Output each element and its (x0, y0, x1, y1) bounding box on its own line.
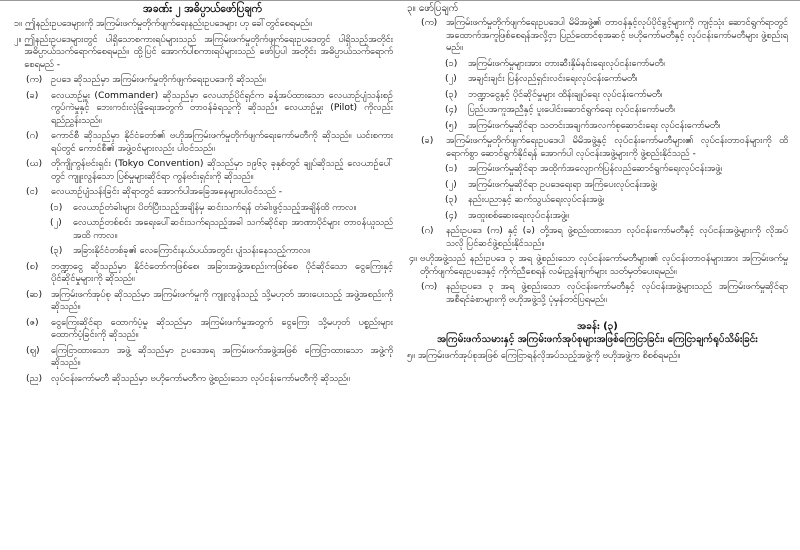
annex-block (407, 320, 788, 346)
clause-text: ဘဏ္ဍာငွေ ဆိုသည်မှာ နိုင်ငံတော်ကဖြစ်စေ၊ အခြားအဖွဲ့အစည်းကဖြစ်စေ ပိုင်ဆိုင်သော ငွေကြေးနှင့် ပိုင်ဆိုင်မှုများကို ဆိုသည်။ (51, 260, 393, 284)
clause-item (407, 163, 788, 176)
clause-item (12, 202, 393, 215)
clause-item (407, 120, 788, 133)
clause-number: (၄) (445, 104, 458, 115)
right-items (407, 17, 788, 306)
annex-title: အကြမ်းဖက်သမားနှင့် အကြမ်းဖက်အုပ်စုများအဖြစ်ကြေငြာခြင်း၊ ကြေငြာချက်ရုပ်သိမ်းခြင်း (437, 334, 758, 345)
clause-number: (၂) (50, 217, 62, 228)
clause-number: (ဆ) (26, 288, 43, 300)
clause-text: အကြမ်းဖက်မှုများအား တားဆီးနှိမ်နင်းရေးလုပ်ငန်းကော်မတီ၊ (468, 57, 665, 69)
clause-item (407, 253, 788, 278)
clause-number: (ဂ) (421, 225, 434, 236)
clause-text: အကြမ်းဖက်မှုဆိုင်ရာ ဥပဒေရေးရာ အကြံပေးလုပ်ငန်းအဖွဲ့၊ (468, 178, 658, 190)
clause-text: နည်းပညာနှင့် ဆက်သွယ်ရေးလုပ်ငန်းအဖွဲ့၊ (468, 194, 605, 205)
chapter-heading: အခဏ်း ၂ အဓိပ္ပာယ်ဖော်ပြချက် (143, 3, 262, 15)
left-column (12, 0, 393, 550)
clause-text: နည်းဥပဒေ ၃ အရ ဖွဲ့စည်းသော လုပ်ငန်းကော်မတီနှင့် လုပ်ငန်းအဖွဲ့များသည် အကြမ်းဖက်မှုဆိုင်ရာ အစီရင်ခံစာများကို ဗဟိုအဖွဲ့သို့ ပုံမှန်တင်ပြရမည်။ (446, 281, 788, 305)
annex-label: အခန်း (၃) (577, 321, 618, 332)
clause-item (407, 225, 788, 250)
clause-text: အကြမ်းဖက်မှုဆိုင်ရာ သတင်းအချက်အလက်စုဆောင်းရေး လုပ်ငန်းကော်မတီ၊ (468, 119, 721, 131)
clause-number: (က) (421, 17, 438, 28)
clause-item (407, 135, 788, 160)
clause-number: (ခ) (26, 89, 39, 101)
clause-number: (၂) (445, 178, 457, 190)
clause-number: (၁) (445, 163, 458, 174)
clause-item (407, 17, 788, 55)
clause-item (12, 245, 393, 258)
clause-text: အကြမ်းဖက်မှုတိုက်ဖျက်ရေးဥပဒေပါ မိမိအဖွဲ့နှင့် လုပ်ငန်းကော်မတီများ၏ လုပ်ငန်းတာဝန်များကို ထိရောက်စွာ ဆောင်ရွက်နိုင်ရန် အောက်ပါ လုပ်ငန်းအဖွဲ့များကို ဖွဲ့စည်းနိုင်သည် - (446, 135, 788, 159)
clause-item (12, 317, 393, 342)
clause-text: ဥပဒေ ဆိုသည်မှာ အကြမ်းဖက်မှုတိုက်ဖျက်ရေးဥပဒေကို ဆိုသည်။ (51, 74, 266, 85)
clause-number: (င) (26, 186, 39, 197)
clause-item (12, 74, 393, 87)
clause-number: (ဇ) (26, 316, 39, 328)
clause-text: အကြမ်းဖက်အုပ်စု ဆိုသည်မှာ အကြမ်းဖက်မှုကို ကျူးလွန်သည့် သို့မဟုတ် အားပေးသည့် အဖွဲ့အစည်းကို ဆိုသည်။ (51, 288, 393, 312)
clause-number: (၃) (445, 194, 458, 205)
clause-text: ငွေကြေးဆိုင်ရာ ထောက်ပံ့မှု ဆိုသည်မှာ အကြမ်းဖက်မှုအတွက် ငွေကြေး သို့မဟုတ် ပစ္စည်းများ ထောက်ပံ့ခြင်းကို ဆိုသည်။ (51, 316, 393, 340)
clause-item (12, 34, 393, 72)
clause-item (407, 58, 788, 71)
clause-text: ကြေငြာထားသော အဖွဲ့ ဆိုသည်မှာ ဥပဒေအရ အကြမ်းဖက်အဖွဲ့အဖြစ် ကြေငြာထားသော အဖွဲ့ကို ဆိုသည်။ (51, 344, 393, 368)
clause-number: ၂။ (14, 33, 22, 45)
clause-number: (စ) (26, 260, 39, 272)
two-column-layout (12, 0, 788, 550)
clause-text: ပြည်ပအကူအညီနှင့် ပူးပေါင်းဆောင်ရွက်ရေး လုပ်ငန်းကော်မတီ၊ (468, 104, 675, 115)
clause-number: (က) (421, 281, 438, 292)
clause-text: ဘဏ္ဍာငွေနှင့် ပိုင်ဆိုင်မှုများ ထိန်းချုပ်ရေး လုပ်ငန်းကော်မတီ၊ (468, 88, 663, 100)
clause-item (407, 89, 788, 102)
clause-text: လုပ်ငန်းကော်မတီ ဆိုသည်မှာ ဗဟိုကော်မတီက ဖွဲ့စည်းသော လုပ်ငန်းကော်မတီကို ဆိုသည်။ (51, 372, 350, 384)
clause-item (407, 73, 788, 86)
clause-text: ဗဟိုအဖွဲ့သည် နည်းဥပဒေ ၃ အရ ဖွဲ့စည်းသော လုပ်ငန်းကော်မတီများ၏ လုပ်ငန်းတာဝန်များအား အကြမ်းဖက်မှုတိုက်ဖျက်ရေးဥပဒေနှင့် ကိုက်ညီစေရန် လမ်းညွှန်ချက်များ သတ်မှတ်ပေးရမည်။ (419, 253, 788, 277)
clause-item (407, 194, 788, 207)
clause-text: အခြားနိုင်ငံတစ်ခု၏ လေကြောင်းနယ်ပယ်အတွင်း ပျံသန်းနေသည့်ကာလ။ (73, 245, 310, 256)
clause-number: (ဂ) (26, 130, 39, 141)
clause-number: (၅) (445, 119, 458, 131)
clause-item (12, 186, 393, 199)
clause-item (12, 217, 393, 242)
clause-number: (ည) (26, 372, 43, 384)
clause-text: ကောင်စီ ဆိုသည်မှာ နိုင်ငံတော်၏ ဗဟိုအကြမ်းဖက်မှုတိုက်ဖျက်ရေးကော်မတီကို ဆိုသည်။ ယင်းစကားရပ်တွင် ကောင်စီ၏ အဖွဲ့ဝင်များလည်း ပါဝင်သည်။ (51, 130, 393, 154)
clause-number: (၂) (445, 73, 457, 84)
left-items (12, 18, 393, 385)
clause-number: ၄။ (409, 253, 417, 264)
clause-item (12, 261, 393, 286)
clause-item (12, 90, 393, 128)
clause-text: ဤနည်းဥပဒေများကို အကြမ်းဖက်မှုတိုက်ဖျက်ရေးနည်းဥပဒေများ ဟု ခေါ်တွင်စေရမည်။ (24, 18, 312, 29)
clause-text: လေယာဉ်ပျံသန်းခြင်း ဆိုရာတွင် အောက်ပါအခြေအနေများပါဝင်သည် - (51, 186, 283, 197)
clause-text: ဤနည်းဥပဒေများတွင် ပါရှိသောစကားရပ်များသည် အကြမ်းဖက်မှုတိုက်ဖျက်ရေးဥပဒေတွင် ပါရှိသည့်အတိုင်း အဓိပ္ပာယ်သက်ရောက်စေရမည်။ ထို့ပြင် အောက်ပါစကားရပ်များသည် ဖော်ပြပါ အတိုင်း အဓိပ္ပာယ်သက်ရောက်စေရမည် - (24, 33, 393, 70)
clause-item (12, 158, 393, 183)
clause-item (407, 179, 788, 192)
clause-number: (ဈ) (26, 344, 40, 356)
clause-number: (က) (26, 74, 43, 85)
clause-item (407, 281, 788, 306)
clause-text: အကြမ်းဖက်မှုတိုက်ဖျက်ရေးဥပဒေပါ မိမိအဖွဲ့၏ တာဝန်နှင့်လုပ်ပိုင်ခွင့်များကို ကျင့်သုံး ဆောင်ရွက်ရာတွင် အထောက်အကူဖြစ်စေရန်အလို့ငှာ ပြည်ထောင်စုအဆင့် ဗဟိုကော်မတီနှင့် လုပ်ငန်းကော်မတီများ ဖွဲ့စည်းရမည်။ (446, 17, 788, 53)
clause-item (12, 373, 393, 386)
clause-number: (၁) (445, 57, 458, 69)
clause-number: (ဃ) (26, 158, 43, 169)
clause-item (12, 289, 393, 314)
top-border (0, 0, 800, 1)
clause-number: (၁) (50, 201, 63, 213)
clause-item (12, 345, 393, 370)
clause-text: အထူးစစ်ဆေးရေးလုပ်ငန်းအဖွဲ့။ (468, 209, 569, 221)
clause-item (12, 18, 393, 31)
clause-text: လေယာဉ်တံခါးများ ပိတ်ပြီးသည့်အချိန်မှ ဆင်းသက်ရန် တံခါးဖွင့်သည့်အချိန်ထိ ကာလ။ (73, 201, 357, 213)
clause-text: လေယာဉ်တစ်စင်း အရေးပေါ်ဆင်းသက်ရသည့်အခါ သက်ဆိုင်ရာ အာဏာပိုင်များ တာဝန်ယူသည်အထိ ကာလ။ (73, 217, 393, 241)
clause-text: တိုကျိုကွန်ဗင်းရှင်း (Tokyo Convention) ဆိုသည်မှာ ၁၉၆၃ ခုနှစ်တွင် ချုပ်ဆိုသည့် လေယာဉ်ပေါ်တွင် ကျူးလွန်သော ပြစ်မှုများဆိုင်ရာ ကွန်ဗင်းရှင်းကို ဆိုသည်။ (51, 158, 393, 182)
clause-text: အကြမ်းဖက်မှုဆိုင်ရာ အထိုက်အလျောက်ပြန်လည်ဆောင်ရွက်ရေးလုပ်ငန်းအဖွဲ့၊ (468, 163, 723, 174)
clause-text: အချင်းချင်း ပြန်လည်ရှင်းလင်းရေးလုပ်ငန်းကော်မတီ၊ (468, 73, 638, 84)
clause-number: (၄) (445, 209, 458, 221)
right-column (407, 0, 788, 550)
clause-item (407, 104, 788, 117)
clause-number: (၃) (50, 245, 63, 256)
footer-clause: ၅။ အကြမ်းဖက်အုပ်စုအဖြစ် ကြေငြာရန်လိုအပ်သည့်အဖွဲ့ကို ဗဟိုအဖွဲ့က စိစစ်ရမည်။ (407, 350, 681, 361)
clause-number: (၃) (445, 88, 458, 100)
right-section-number: ၃။ ဖော်ပြချက် (407, 3, 459, 14)
clause-text: နည်းဥပဒေ (က) နှင့် (ခ) တို့အရ ဖွဲ့စည်းထားသော လုပ်ငန်းကော်မတီနှင့် လုပ်ငန်းအဖွဲ့များကို လိုအပ်သလို ပြင်ဆင်ဖွဲ့စည်းနိုင်သည်။ (446, 225, 788, 249)
clause-item (407, 210, 788, 223)
clause-number: (ခ) (421, 135, 434, 146)
clause-text: လေယာဉ်မှူး (Commander) ဆိုသည်မှာ လေယာဉ်ပိုင်ရှင်က ခန့်အပ်ထားသော လေယာဉ်ပျံသန်းစဉ် ကွပ်ကဲမှုနှင့် ဘေးကင်းလုံခြုံရေးအတွက် တာဝန်ခံရသူကို ဆိုသည်။ လေယာဉ်မှူး (Pilot) ကိုလည်း ရည်ညွှန်းသည်။ (51, 89, 393, 126)
clause-number: ၁။ (14, 18, 22, 29)
clause-item (12, 130, 393, 155)
